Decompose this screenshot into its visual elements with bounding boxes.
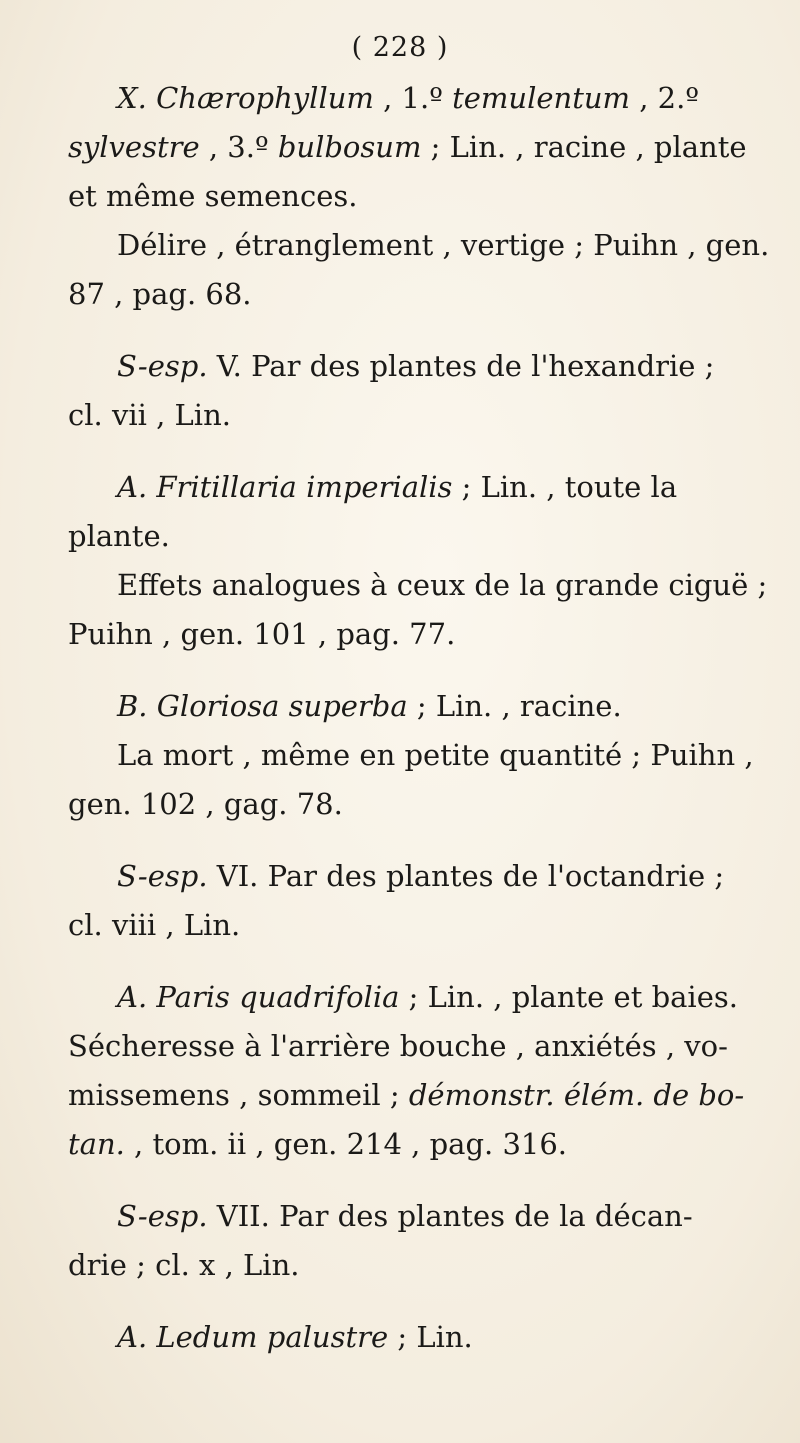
species-name: sylvestre: [68, 130, 200, 164]
section-v-class: cl. vii , Lin.: [68, 398, 231, 432]
fritillaria-line2: plante.: [68, 519, 170, 553]
species-name: Fritillaria imperialis: [156, 470, 453, 504]
ledum-heading: [117, 1320, 473, 1354]
reference: ; Lin. , racine , plante: [421, 130, 747, 164]
fritillaria-effects: Effets analogues à ceux de la grande ciguë ;: [117, 568, 768, 602]
section-text: VI. Par des plantes de l'octandrie ;: [207, 859, 725, 893]
section-vi-heading: [117, 859, 725, 893]
section-vii-class: drie ; cl. x , Lin.: [68, 1248, 300, 1282]
species-name: Ledum palustre: [156, 1320, 389, 1354]
reference: ; Lin. , racine.: [407, 689, 622, 723]
entry-letter: B.: [117, 689, 148, 723]
citation-title: démonstr. élém. de bo-: [408, 1078, 745, 1112]
citation-title: tan.: [68, 1127, 125, 1161]
separator: , 2.º: [630, 81, 699, 115]
fritillaria-heading: [117, 470, 678, 504]
chaerophyllum-effects-ref: 87 , pag. 68.: [68, 277, 252, 311]
section-label: S-esp.: [117, 1199, 208, 1233]
paris-effects-line2: [68, 1078, 745, 1112]
paris-effects: Sécheresse à l'arrière bouche , anxiétés , vo-: [68, 1029, 728, 1063]
paris-effects-line3: [68, 1127, 568, 1161]
entry-letter: A.: [117, 1320, 148, 1354]
species-name: temulentum: [452, 81, 631, 115]
effects-text: missemens , sommeil ;: [68, 1078, 409, 1112]
section-label: S-esp.: [117, 859, 208, 893]
separator: , 1.º: [373, 81, 453, 115]
chaerophyllum-line2: [68, 130, 747, 164]
section-v-heading: [117, 349, 715, 383]
entry-letter: A.: [117, 980, 148, 1014]
gloriosa-effects-ref: gen. 102 , gag. 78.: [68, 787, 343, 821]
chaerophyllum-line3: et même semences.: [68, 179, 358, 213]
gloriosa-heading: [117, 689, 622, 723]
species-name: Gloriosa superba: [156, 689, 408, 723]
chaerophyllum-heading: [117, 81, 699, 115]
separator: , 3.º: [199, 130, 278, 164]
section-vii-heading: [117, 1199, 693, 1233]
gloriosa-effects: La mort , même en petite quantité ; Puihn ,: [117, 738, 754, 772]
fritillaria-effects-ref: Puihn , gen. 101 , pag. 77.: [68, 617, 456, 651]
species-name: Paris quadrifolia: [156, 980, 400, 1014]
chaerophyllum-effects: Délire , étranglement , vertige ; Puihn , gen.: [117, 228, 770, 262]
section-vi-class: cl. viii , Lin.: [68, 908, 241, 942]
entry-letter: A.: [117, 470, 148, 504]
section-text: V. Par des plantes de l'hexandrie ;: [207, 349, 715, 383]
entry-letter: X.: [117, 81, 147, 115]
reference: ; Lin. , plante et baies.: [399, 980, 738, 1014]
reference: ; Lin.: [388, 1320, 473, 1354]
species-name: bulbosum: [277, 130, 422, 164]
citation-ref: , tom. ii , gen. 214 , pag. 316.: [124, 1127, 568, 1161]
section-label: S-esp.: [117, 349, 208, 383]
section-text: VII. Par des plantes de la décan-: [207, 1199, 693, 1233]
page-number: ( 228 ): [351, 32, 449, 63]
species-name: Chærophyllum: [156, 81, 374, 115]
paris-heading: [117, 980, 738, 1014]
reference: ; Lin. , toute la: [452, 470, 678, 504]
